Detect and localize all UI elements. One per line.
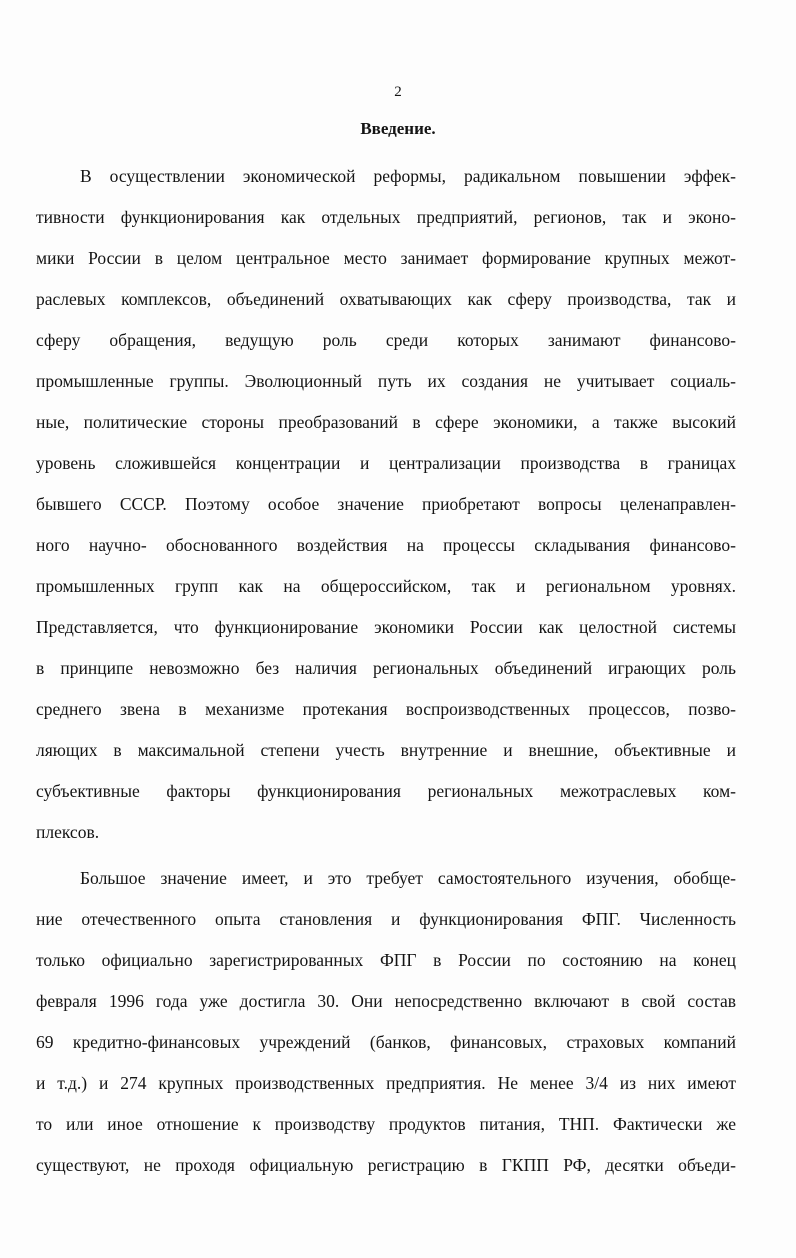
text-line: мики России в целом центральное место занимает формирование крупных межот- <box>36 248 736 268</box>
text-line: раслевых комплексов, объединений охватывающих как сферу производства, так и <box>36 289 736 309</box>
text-line: ляющих в максимальной степени учесть внутренние и внешние, объективные и <box>36 740 736 760</box>
text-line: среднего звена в механизме протекания воспроизводственных процессов, позво- <box>36 699 736 719</box>
text-line: промышленных групп как на общероссийском, так и региональном уровнях. <box>36 576 736 596</box>
section-heading: Введение. <box>360 119 436 138</box>
text-line: тивности функционирования как отдельных предприятий, регионов, так и эконо- <box>36 207 736 227</box>
text-line: бывшего СССР. Поэтому особое значение приобретают вопросы целенаправлен- <box>36 494 736 514</box>
text-line: ние отечественного опыта становления и функционирования ФПГ. Численность <box>36 909 736 929</box>
text-line: то или иное отношение к производству продуктов питания, ТНП. Фактически же <box>36 1114 736 1134</box>
text-line: 69 кредитно-финансовых учреждений (банков, финансовых, страховых компаний <box>36 1032 736 1052</box>
text-line: только официально зарегистрированных ФПГ в России по состоянию на конец <box>36 950 736 970</box>
text-line: плексов. <box>36 822 100 842</box>
text-line: Большое значение имеет, и это требует самостоятельного изучения, обобще- <box>80 868 736 888</box>
text-line: уровень сложившейся концентрации и централизации производства в границах <box>36 453 736 473</box>
text-line: сферу обращения, ведущую роль среди которых занимают финансово- <box>36 330 736 350</box>
text-line: и т.д.) и 274 крупных производственных предприятия. Не менее 3/4 из них имеют <box>36 1073 736 1093</box>
text-line: В осуществлении экономической реформы, радикальном повышении эффек- <box>80 166 736 186</box>
text-line: ного научно- обоснованного воздействия на процессы складывания финансово- <box>36 535 736 555</box>
text-line: промышленные группы. Эволюционный путь их создания не учитывает социаль- <box>36 371 736 391</box>
text-line: субъективные факторы функционирования региональных межотраслевых ком- <box>36 781 736 801</box>
page-number: 2 <box>394 84 402 100</box>
text-line: в принципе невозможно без наличия региональных объединений играющих роль <box>36 658 736 678</box>
text-line: ные, политические стороны преобразований в сфере экономики, а также высокий <box>36 412 736 432</box>
text-line: существуют, не проходя официальную регистрацию в ГКПП РФ, десятки объеди- <box>36 1155 736 1175</box>
text-line: февраля 1996 года уже достигла 30. Они непосредственно включают в свой состав <box>36 991 736 1011</box>
text-line: Представляется, что функционирование экономики России как целостной системы <box>36 617 736 637</box>
